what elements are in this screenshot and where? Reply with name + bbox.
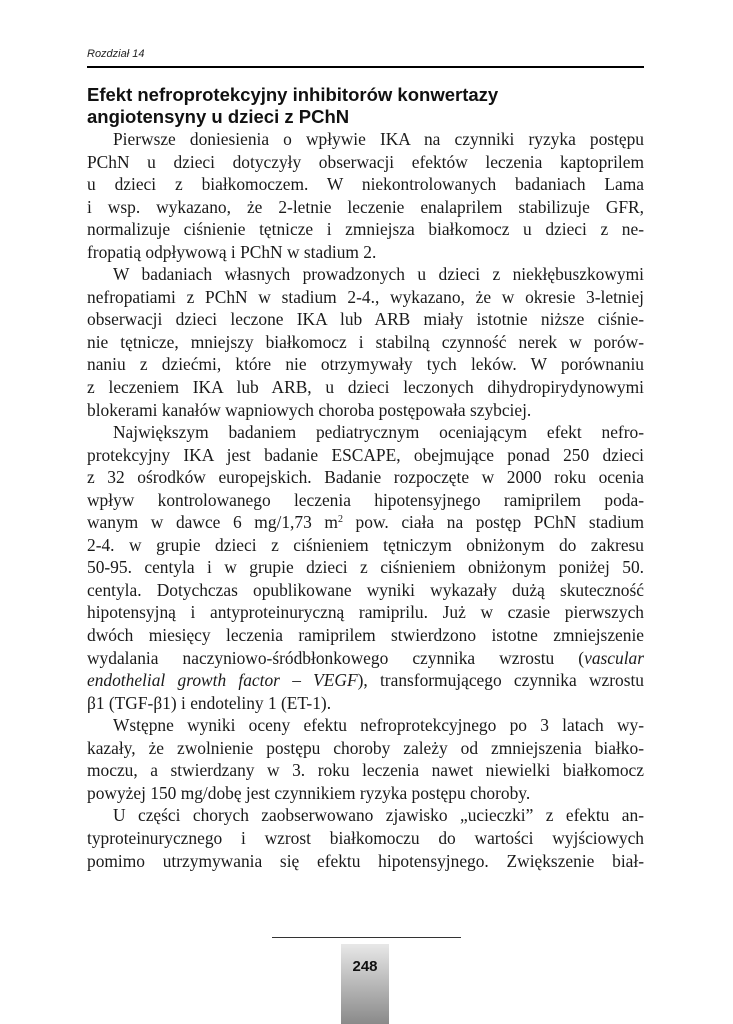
paragraph-2-line-6: z leczeniem IKA lub ARB, u dzieci leczonych dihydropirydynowymi (87, 377, 644, 398)
paragraph-3-line-3: z 32 ośrodków europejskich. Badanie rozpoczęte w 2000 roku ocenia (87, 467, 644, 488)
dose-superscript: 2 (337, 514, 343, 526)
paragraph-4-line-2: kazały, że zwolnienie postępu choroby zależy od zmniejszenia białko- (87, 737, 644, 758)
paragraph-5-line-3: pomimo utrzymywania się efektu hipotensyjnego. Zwiększenie biał- (87, 850, 644, 871)
paragraph-3-line-2: protekcyjny IKA jest badanie ESCAPE, obejmujące ponad 250 dzieci (87, 444, 644, 465)
body-text (87, 128, 644, 872)
section-title (87, 84, 644, 128)
paragraph-1-line-5: normalizuje ciśnienie tętnicze i zmniejsza białkomocz u dzieci z ne- (87, 219, 644, 240)
paragraph-4-line-1: Wstępne wyniki oceny efektu nefroprotekcyjnego po 3 latach wy- (113, 715, 644, 736)
paragraph-1-line-2: PChN u dzieci dotyczyły obserwacji efektów leczenia kaptoprilem (87, 151, 644, 172)
paragraph-3-line-6: 2-4. w grupie dzieci z ciśnieniem tętniczym obniżonym do zakresu (87, 534, 644, 555)
paragraph-1-line-4: i wsp. wykazano, że 2-letnie leczenie enalaprilem stabilizuje GFR, (87, 196, 644, 217)
paragraph-2-line-7: blokerami kanałów wapniowych choroba postępowała szybciej. (87, 399, 532, 420)
paragraph-3-line-8: centyla. Dotychczas opublikowane wyniki wykazały dużą skuteczność (87, 579, 644, 600)
footer-rule (272, 937, 461, 938)
paragraph-2-line-5: naniu z dziećmi, które nie otrzymywały tych leków. W porównaniu (87, 354, 644, 375)
paragraph-2-line-3: obserwacji dzieci leczone IKA lub ARB miały istotnie niższe ciśnie- (87, 309, 644, 330)
paragraph-2-line-1: W badaniach własnych prowadzonych u dzieci z niekłębuszkowymi (113, 264, 644, 285)
dose-text: wanym w dawce 6 mg/1,73 m (87, 512, 338, 533)
paragraph-5-line-1: U części chorych zaobserwowano zjawisko „ucieczki” z efektu an- (113, 805, 644, 826)
vegf-after: ), transformującego czynnika wzrostu (357, 670, 644, 691)
paragraph-3-line-13: β1 (TGF-β1) i endoteliny 1 (ET-1). (87, 692, 332, 713)
vascular-italic: vascular (584, 647, 644, 668)
dose-after: pow. ciała na postęp PChN stadium (342, 512, 644, 533)
section-title-line-1: Efekt nefroprotekcyjny inhibitorów konwertazy (87, 84, 499, 105)
paragraph-3-line-12 (87, 669, 644, 692)
paragraph-2-line-2: nefropatiami z PChN w stadium 2-4., wykazano, że w okresie 3-letniej (87, 286, 644, 307)
paragraph-1-line-1: Pierwsze doniesienia o wpływie IKA na czynniki ryzyka postępu (113, 129, 644, 149)
paragraph-3-line-10: dwóch miesięcy leczenia ramiprilem stwierdzono istotne zmniejszenie (87, 625, 644, 646)
paragraph-1-line-3: u dzieci z białkomoczem. W niekontrolowanych badaniach Lama (87, 174, 644, 195)
section-title-line-2: angiotensyny u dzieci z PChN (87, 106, 350, 127)
vegf-italic: endothelial growth factor – VEGF (87, 670, 358, 691)
paragraph-3-line-4: wpływ kontrolowanego leczenia hipotensyjnego ramiprilem poda- (87, 489, 644, 510)
header-rule (87, 66, 644, 68)
page-number: 248 (352, 958, 378, 975)
running-head: Rozdział 14 (87, 48, 145, 60)
paragraph-4-line-4: powyżej 150 mg/dobę jest czynnikiem ryzyka postępu choroby. (87, 782, 531, 803)
vegf-lead: wydalania naczyniowo-śródbłonkowego czynnika wzrostu ( (87, 647, 585, 668)
paragraph-1-line-6: fropatią odpływową i PChN w stadium 2. (87, 241, 377, 262)
paragraph-3-line-11 (87, 647, 644, 670)
paragraph-3-line-1: Największym badaniem pediatrycznym oceniającym efekt nefro- (113, 422, 644, 443)
paragraph-2-line-4: nie tętnicze, mniejszy białkomocz i stabilną czynność nerek w porów- (87, 331, 644, 352)
paragraph-3-line-9: hipotensyjną i antyproteinuryczną ramiprilu. Już w czasie pierwszych (87, 602, 644, 623)
paragraph-4-line-3: moczu, a stwierdzany w 3. roku leczenia nawet niewielki białkomocz (87, 760, 644, 781)
paragraph-3-line-5 (87, 511, 644, 534)
page-number-tab (341, 944, 389, 1024)
paragraph-5-line-2: typroteinurycznego i wzrost białkomoczu do wartości wyjściowych (87, 827, 644, 848)
paragraph-3-line-7: 50-95. centyla i w grupie dzieci z ciśnieniem obniżonym poniżej 50. (87, 557, 644, 578)
